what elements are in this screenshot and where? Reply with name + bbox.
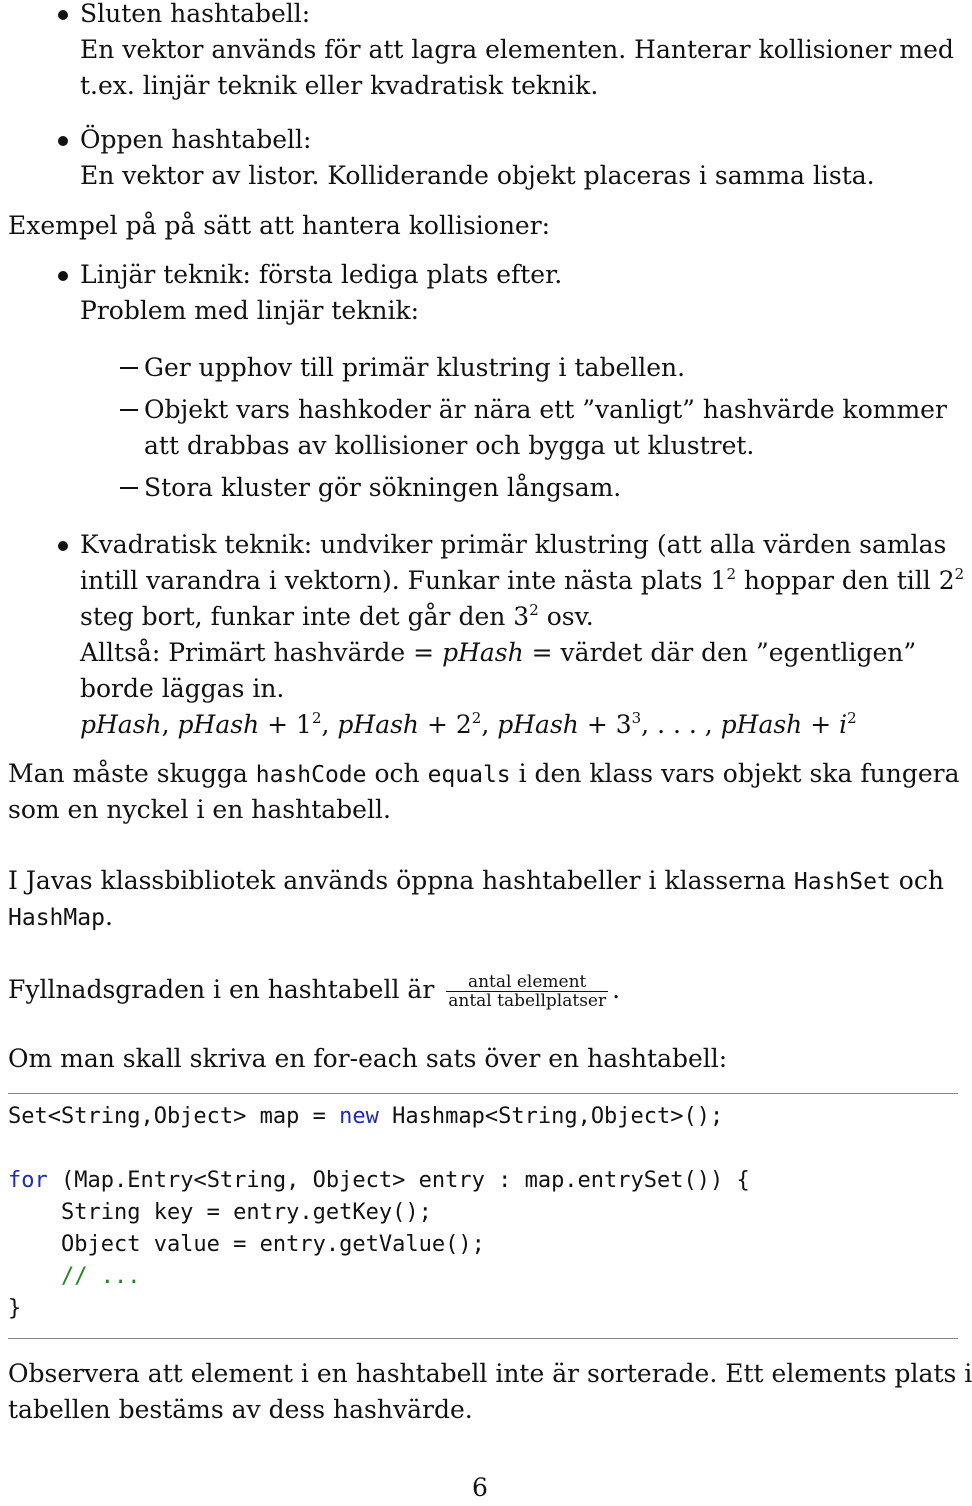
foreach-heading: Om man skall skriva en for-each sats över en hashtabell: <box>8 1044 728 1073</box>
sub-list-item <box>8 392 956 464</box>
code-block <box>8 1101 750 1325</box>
code-line: } <box>8 1296 22 1321</box>
quadratic-text: Alltså: Primärt hashvärde = pHash = värdet där den ”egentligen” <box>80 638 917 667</box>
linear-problem-heading: Problem med linjär teknik: <box>80 296 420 325</box>
linear-technique-item <box>8 257 956 329</box>
list-item-text: t.ex. linjär teknik eller kvadratisk teknik. <box>80 71 599 100</box>
sub-list-item <box>8 470 956 506</box>
sub-list-text: Objekt vars hashkoder är nära ett ”vanligt” hashvärde kommer <box>144 395 947 424</box>
bullet-icon <box>58 271 68 281</box>
sub-list-text: att drabbas av kollisioner och bygga ut klustret. <box>144 431 755 460</box>
java-paragraph: I Javas klassbibliotek används öppna hashtabeller i klasserna HashSet och HashMap. <box>8 866 944 931</box>
quadratic-text: Kvadratisk teknik: undviker primär klustring (att alla värden samlas <box>80 530 947 559</box>
bullet-icon <box>58 136 68 146</box>
code-line: String key = entry.getKey(); <box>8 1200 432 1225</box>
code-line: Set<String,Object> map = new Hashmap<String,Object>(); <box>8 1104 724 1129</box>
collision-heading: Exempel på på sätt att hantera kollisioner: <box>8 211 551 240</box>
list-item-title: Sluten hashtabell: <box>80 0 311 28</box>
closing-paragraph: Observera att element i en hashtabell inte är sorterade. Ett elements plats i tabellen bestäms av dess hashvärde. <box>8 1359 972 1424</box>
list-item <box>8 122 956 194</box>
sub-list-item <box>8 350 956 386</box>
list-item <box>8 0 956 104</box>
hashtable-types-list <box>8 0 956 194</box>
quadratic-technique-item <box>8 527 965 743</box>
load-factor-paragraph: Fyllnadsgraden i en hashtabell är $\frac{\text{antal element}}{\text{antal tabellplatser}}$ . <box>8 972 621 1011</box>
bullet-icon <box>58 541 68 551</box>
sub-list-text: Stora kluster gör sökningen långsam. <box>144 473 622 502</box>
page-number: 6 <box>472 1473 488 1502</box>
code-line: for (Map.Entry<String, Object> entry : map.entrySet()) { <box>8 1168 750 1193</box>
code-bottom-rule <box>8 1338 958 1339</box>
dash-icon <box>120 409 138 411</box>
quadratic-text: steg bort, funkar inte det går den $3^2$ osv. <box>80 601 594 631</box>
probe-sequence-formula: pHash, pHash + $1^2$, pHash + $2^2$, pHash + $3^3$, . . . , pHash + $i^2$ <box>80 709 857 739</box>
code-line: Object value = entry.getValue(); <box>8 1232 485 1257</box>
load-factor-fraction: $\frac{\text{antal element}}{\text{antal tabellplatser}}$ <box>448 972 607 1011</box>
quadratic-text: borde läggas in. <box>80 674 285 703</box>
code-top-rule <box>8 1093 958 1094</box>
linear-text: Linjär teknik: första lediga plats efter. <box>80 260 563 289</box>
code-hashcode: hashCode <box>255 762 367 788</box>
list-item-text: En vektor används för att lagra elementen. Hanterar kollisioner med <box>80 35 954 64</box>
code-hashset: HashSet <box>793 869 891 895</box>
quadratic-text: intill varandra i vektorn). Funkar inte nästa plats $1^2$ hoppar den till $2^2$ <box>80 565 965 595</box>
list-item-title: Öppen hashtabell: <box>80 125 312 154</box>
code-equals: equals <box>427 762 511 788</box>
dash-icon <box>120 367 138 369</box>
list-item-text: En vektor av listor. Kolliderande objekt placeras i samma lista. <box>80 161 875 190</box>
sub-list-text: Ger upphov till primär klustring i tabellen. <box>144 353 686 382</box>
code-hashmap: HashMap <box>8 905 105 931</box>
bullet-icon <box>58 10 68 20</box>
shadow-paragraph: Man måste skugga hashCode och equals i den klass vars objekt ska fungera som en nyckel i en hashtabell. <box>8 759 960 824</box>
dash-icon <box>120 487 138 489</box>
linear-problems-list <box>8 350 956 506</box>
code-comment: // ... <box>8 1264 141 1289</box>
